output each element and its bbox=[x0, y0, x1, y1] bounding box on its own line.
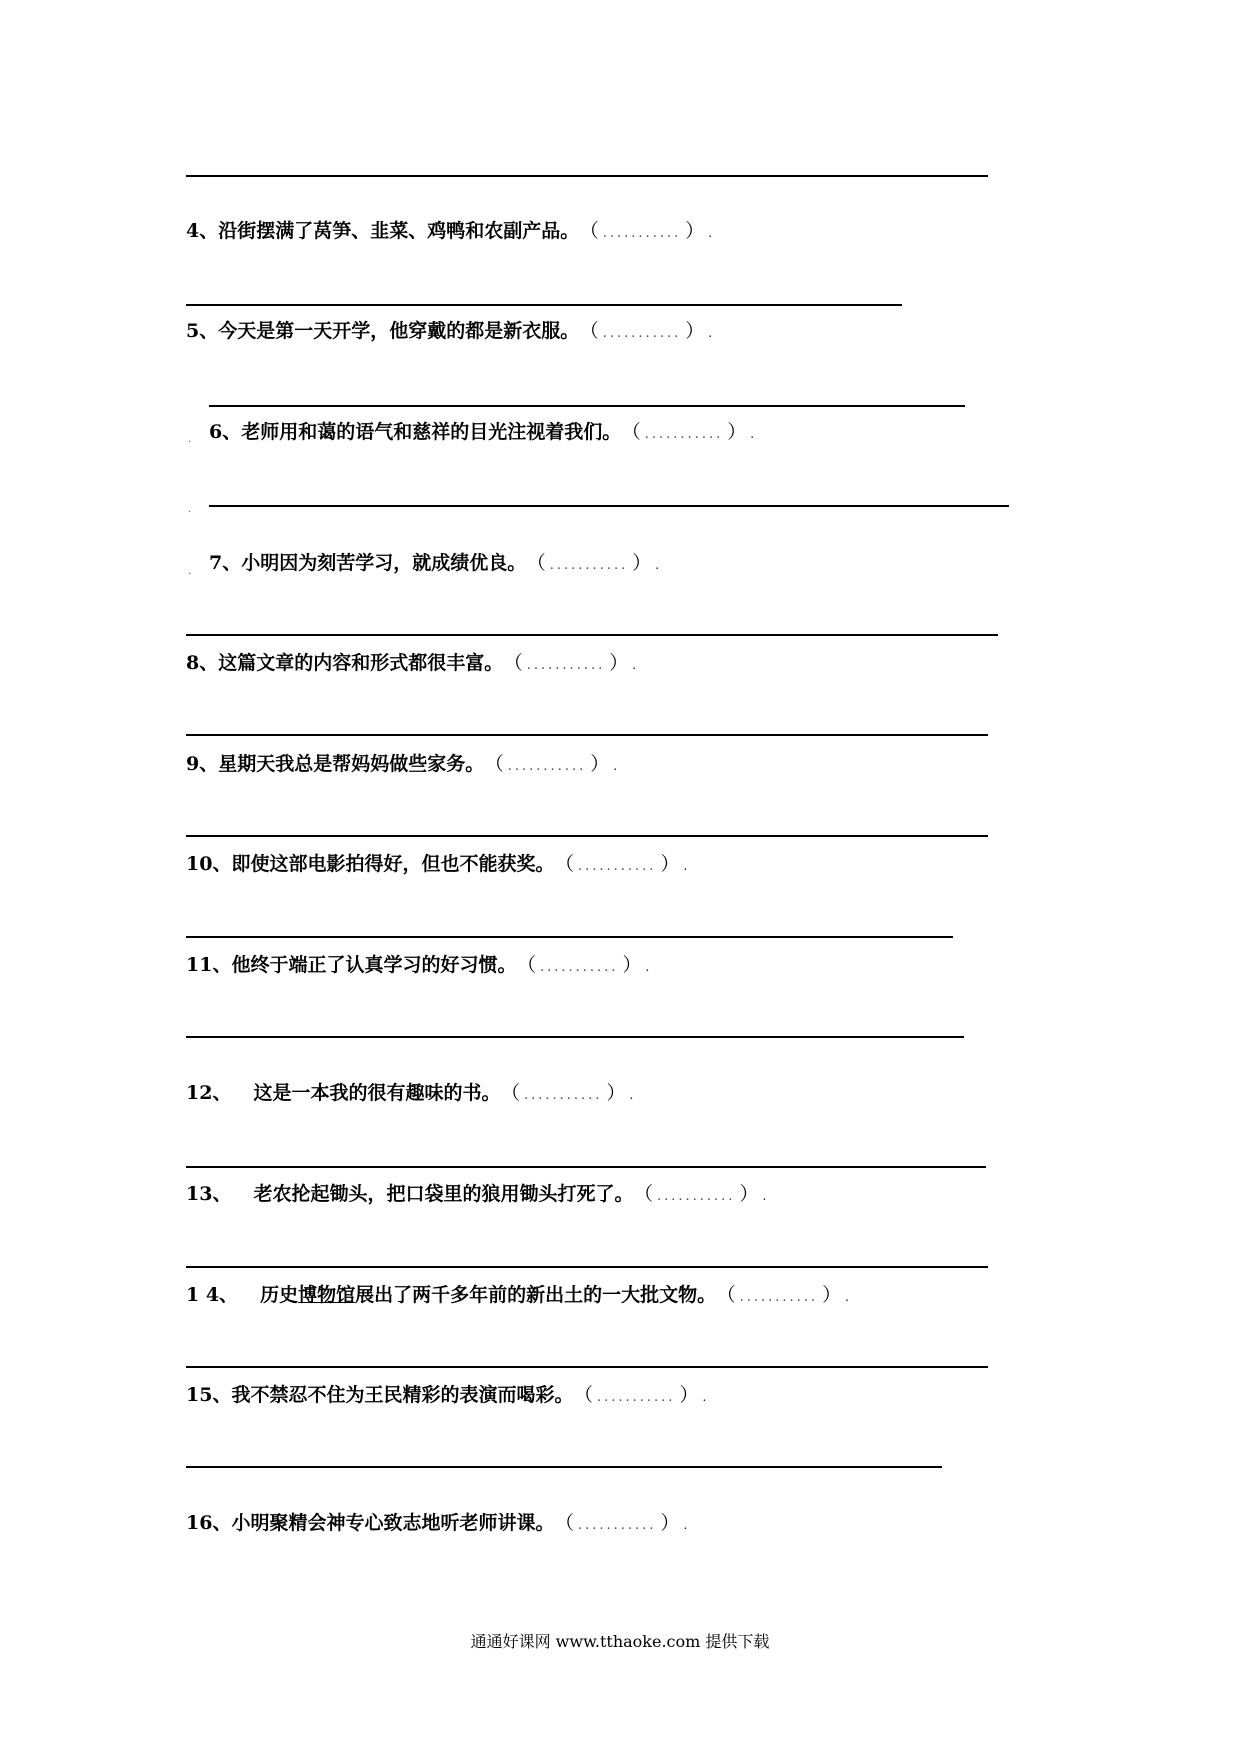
answer-blank[interactable]: （ ........... ） bbox=[513, 652, 629, 674]
answer-blank[interactable]: （ ........... ） bbox=[589, 320, 705, 342]
question-number: 9、 bbox=[186, 753, 219, 775]
answer-line bbox=[186, 634, 998, 636]
page-footer: 通通好课网 www.tthaoke.com 提供下载 bbox=[470, 1632, 770, 1651]
answer-blank[interactable]: （ ........... ） bbox=[536, 552, 652, 574]
answer-line bbox=[186, 1466, 942, 1468]
question-sentence: 老农抡起锄头，把口袋里的狼用锄头打死了。 bbox=[253, 1183, 634, 1205]
answer-line bbox=[186, 1266, 988, 1268]
question-number: 15、 bbox=[186, 1384, 232, 1406]
question-sentence: 这篇文章的内容和形式都很丰富。 bbox=[218, 652, 504, 674]
answer-blank[interactable]: （ ........... ） bbox=[564, 853, 680, 875]
question-item-15: 15、我不禁忍不住为王民精彩的表演而喝彩。 （ ........... ） . bbox=[186, 1384, 707, 1406]
question-item-13: 13、 老农抡起锄头，把口袋里的狼用锄头打死了。 （ ........... ） . bbox=[186, 1183, 767, 1205]
answer-line bbox=[186, 1036, 964, 1038]
question-number: 4、 bbox=[186, 220, 219, 242]
question-sentence: 沿街摆满了莴笋、韭菜、鸡鸭和农副产品。 bbox=[218, 220, 580, 242]
question-sentence: 小明聚精会神专心致志地听老师讲课。 bbox=[231, 1512, 555, 1534]
underlined-word: 博物馆 bbox=[298, 1284, 356, 1306]
question-number: 1 4、 bbox=[186, 1284, 239, 1306]
question-item-6: 6、老师用和蔼的语气和慈祥的目光注视着我们。 （ ........... ） . bbox=[209, 421, 755, 443]
question-sentence: 今天是第一天开学，他穿戴的都是新衣服。 bbox=[218, 320, 580, 342]
answer-line bbox=[209, 405, 965, 407]
question-item-8: 8、这篇文章的内容和形式都很丰富。 （ ........... ） . bbox=[186, 652, 637, 674]
answer-blank[interactable]: （ ........... ） bbox=[510, 1082, 626, 1104]
question-number: 12、 bbox=[186, 1082, 232, 1104]
question-item-9: 9、星期天我总是帮妈妈做些家务。 （ ........... ） . bbox=[186, 753, 618, 775]
answer-blank[interactable]: （ ........... ） bbox=[564, 1512, 680, 1534]
answer-line bbox=[186, 1166, 986, 1168]
question-sentence: 老师用和蔼的语气和慈祥的目光注视着我们。 bbox=[241, 421, 622, 443]
answer-blank[interactable]: （ ........... ） bbox=[589, 220, 705, 242]
answer-blank[interactable]: （ ........... ） bbox=[631, 421, 747, 443]
question-item-16: 16、小明聚精会神专心致志地听老师讲课。 （ ........... ） . bbox=[186, 1512, 688, 1534]
question-item-14: 1 4、 历史博物馆展出了两千多年前的新出土的一大批文物。 （ ........... ） . bbox=[186, 1284, 849, 1306]
question-item-10: 10、即使这部电影拍得好，但也不能获奖。 （ ........... ） . bbox=[186, 853, 688, 875]
question-number: 16、 bbox=[186, 1512, 232, 1534]
question-sentence: 他终于端正了认真学习的好习惯。 bbox=[231, 954, 517, 976]
question-sentence: 小明因为刻苦学习，就成绩优良。 bbox=[241, 552, 527, 574]
question-sentence-start: 历史 bbox=[260, 1284, 299, 1306]
question-item-4: 4、沿街摆满了莴笋、韭菜、鸡鸭和农副产品。 （ ........... ） . bbox=[186, 220, 713, 242]
question-number: 11、 bbox=[186, 954, 232, 976]
answer-blank[interactable]: （ ........... ） bbox=[494, 753, 610, 775]
question-item-5: 5、今天是第一天开学，他穿戴的都是新衣服。 （ ........... ） . bbox=[186, 320, 713, 342]
question-item-11: 11、他终于端正了认真学习的好习惯。 （ ........... ） . bbox=[186, 954, 650, 976]
question-number: 5、 bbox=[186, 320, 219, 342]
answer-line bbox=[186, 936, 953, 938]
question-sentence: 我不禁忍不住为王民精彩的表演而喝彩。 bbox=[231, 1384, 574, 1406]
answer-line bbox=[186, 835, 988, 837]
question-item-12: 12、 这是一本我的很有趣味的书。 （ ........... ） . bbox=[186, 1082, 634, 1104]
question-number: 7、 bbox=[209, 552, 242, 574]
answer-line bbox=[186, 304, 902, 306]
answer-blank[interactable]: （ ........... ） bbox=[643, 1183, 759, 1205]
answer-blank[interactable]: （ ........... ） bbox=[583, 1384, 699, 1406]
question-sentence: 这是一本我的很有趣味的书。 bbox=[253, 1082, 501, 1104]
question-number: 6、 bbox=[209, 421, 242, 443]
answer-line bbox=[209, 505, 1009, 507]
answer-line bbox=[186, 175, 988, 177]
answer-blank[interactable]: （ ........... ） bbox=[726, 1284, 842, 1306]
question-item-7: 7、小明因为刻苦学习，就成绩优良。 （ ........... ） . bbox=[209, 552, 660, 574]
question-number: 13、 bbox=[186, 1183, 232, 1205]
question-number: 10、 bbox=[186, 853, 232, 875]
question-sentence: 星期天我总是帮妈妈做些家务。 bbox=[218, 753, 485, 775]
worksheet-page: 4、沿街摆满了莴笋、韭菜、鸡鸭和农副产品。 （ ........... ） . 5、今天是第一天开学，他穿戴的都是新衣服。 （ ........... ） . . 6、老师用和蔼的语气和慈祥的目光注视着我们。 （ ........... ） . . . 7、小明因为刻苦学习，就成绩优良。 （ ........... ） . 8、这篇文章的内容和形式都很丰富。 （ ........... ） . 9、星期天我总是帮妈妈做些家务。 （ ........... ） . 10、即使这部电影拍得好，但也不能获奖。 （ ........... ） . 11、他终于端正了认真学习的好习惯。 （ ........... ） . 12、 这是一本我的很有趣味的书。 （ ........... ） . 13、 老农抡起锄头，把口袋里的狼用锄头打死了。 （ ........... ） . 1 4、 历史博物馆展出了两千多年前的新出土的一大批文物。 （ ........... ） . 15、我不禁忍不住为王民精彩的表演而喝彩。 （ ........... ） . 16、小明聚精会神专心致志地听老师讲课。 （ ........... ） . 通通好课网 www.tthaoke.com 提供下载 bbox=[0, 0, 1240, 1754]
answer-blank[interactable]: （ ........... ） bbox=[526, 954, 642, 976]
question-number: 8、 bbox=[186, 652, 219, 674]
question-sentence: 即使这部电影拍得好，但也不能获奖。 bbox=[231, 853, 555, 875]
answer-line bbox=[186, 1366, 988, 1368]
answer-line bbox=[186, 734, 988, 736]
question-sentence-end: 展出了两千多年前的新出土的一大批文物。 bbox=[355, 1284, 717, 1306]
